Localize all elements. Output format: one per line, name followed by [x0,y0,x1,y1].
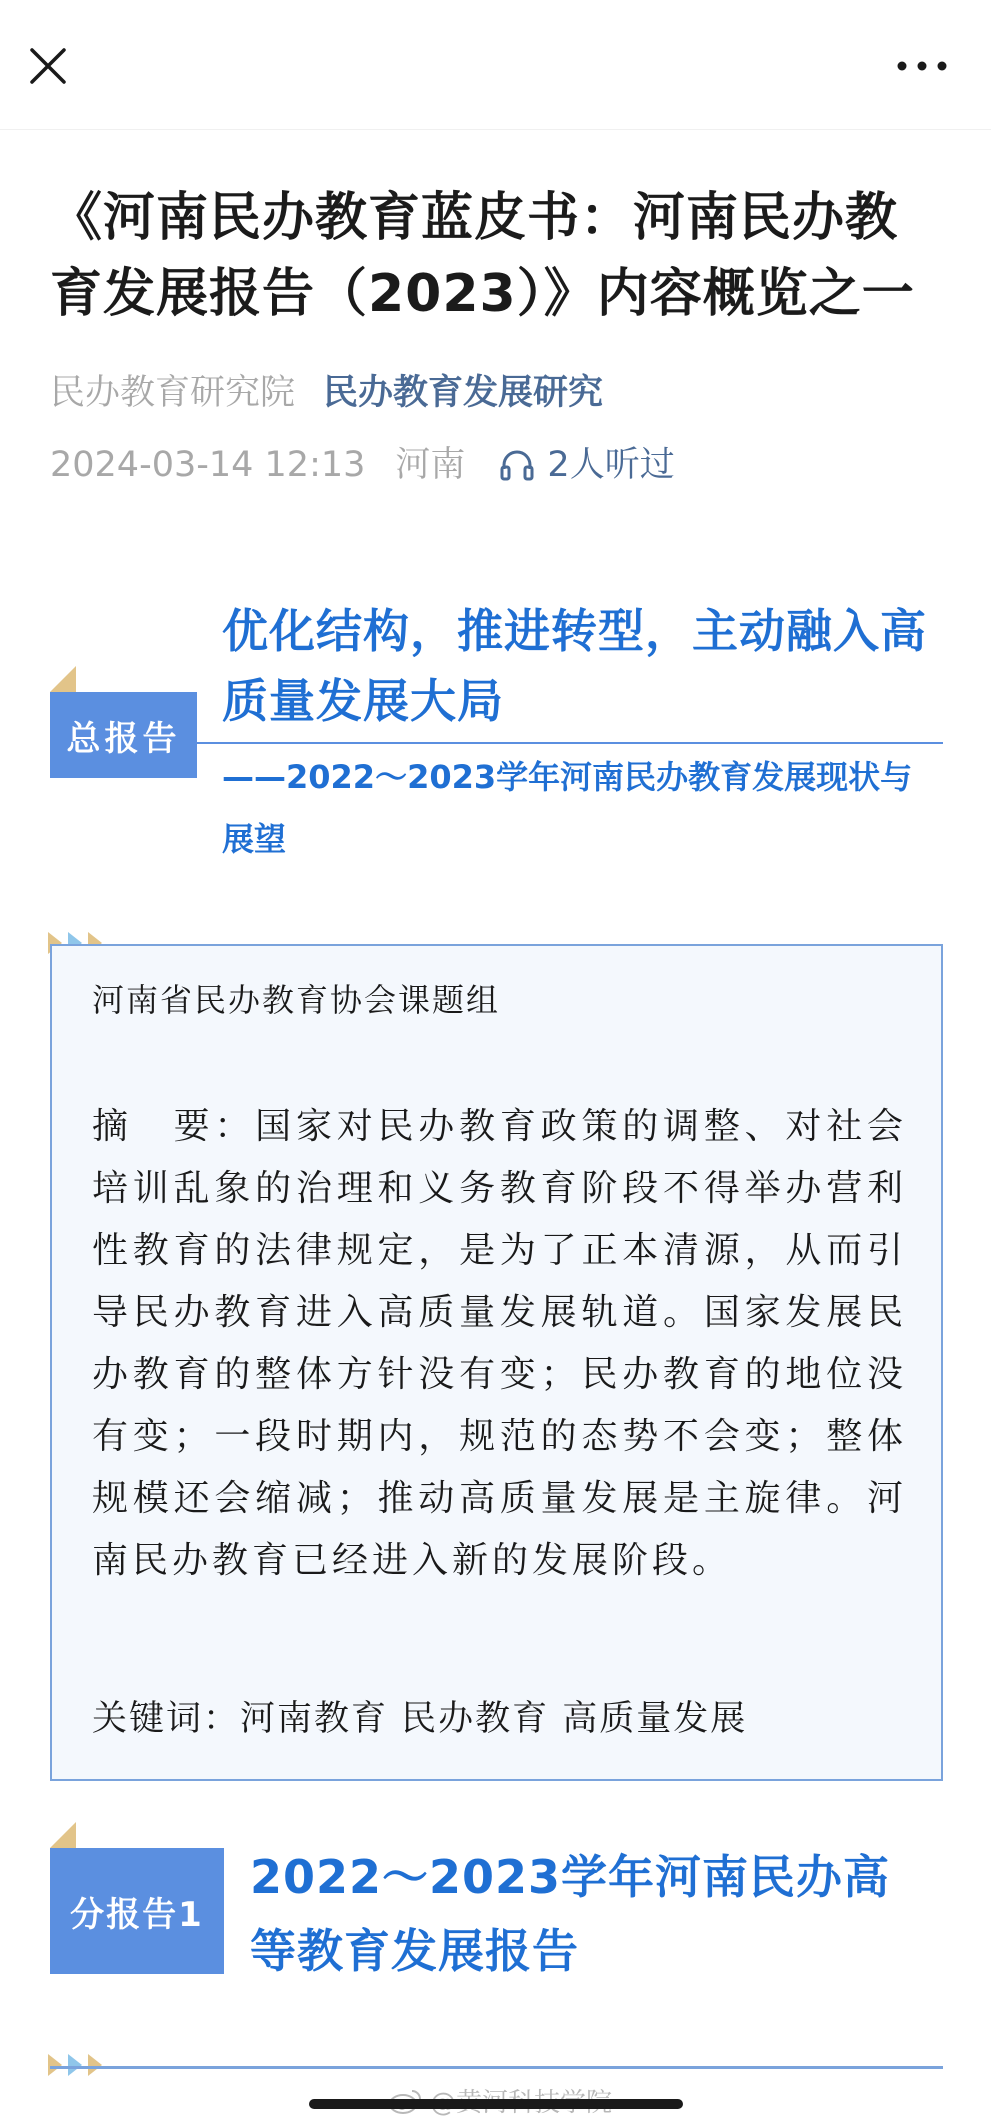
tab-corner-decoration [50,1822,76,1848]
article-meta [50,440,675,490]
next-abstract-box-border [50,2066,943,2069]
section-title: 2022～2023学年河南民办高等教育发展报告 [250,1850,891,1978]
listener-count[interactable]: 2人听过 [547,445,675,485]
author-name[interactable]: 民办教育研究院 [50,373,296,413]
research-group: 河南省民办教育协会课题组 [92,981,501,1019]
more-dots-icon[interactable] [892,50,952,82]
article-title: 《河南民办教育蓝皮书：河南民办教育发展报告（2023）》内容概览之一 [50,188,915,324]
account-name[interactable]: 民办教育发展研究 [323,373,604,413]
section-tab-general-report: 总报告 [50,692,197,778]
keywords: 关键词：河南教育 民办教育 高质量发展 [92,1699,748,1739]
close-icon[interactable] [24,42,72,90]
publish-datetime: 2024-03-14 12:13 [50,445,366,485]
section-subtitle: ——2022～2023学年河南民办教育发展现状与展望 [222,758,913,858]
tab-corner-decoration [50,666,76,692]
top-navigation-bar [0,0,991,130]
headphone-icon[interactable] [499,447,535,483]
publish-location: 河南 [395,445,466,485]
abstract-text: 摘 要：国家对民办教育政策的调整、对社会培训乱象的治理和义务教育阶段不得举办营利性教育的法律规定，是为了正本清源，从而引导民办教育进入高质量发展轨道。国家发展民办教育的整体方针没有变；民办教育的地位没有变；一段时期内，规范的态势不会变；整体规模还会缩减；推动高质量发展是主旋律。河南民办教育已经进入新的发展阶段。 [92,1106,907,1581]
section-title: 优化结构，推进转型，主动融入高质量发展大局 [222,604,927,728]
arrow-decoration-icon [48,2052,108,2078]
abstract-box [50,944,943,1781]
section-divider [197,742,943,744]
section-tab-sub-report-1: 分报告1 [50,1848,224,1974]
home-indicator[interactable] [309,2099,683,2109]
article-source [50,368,603,418]
